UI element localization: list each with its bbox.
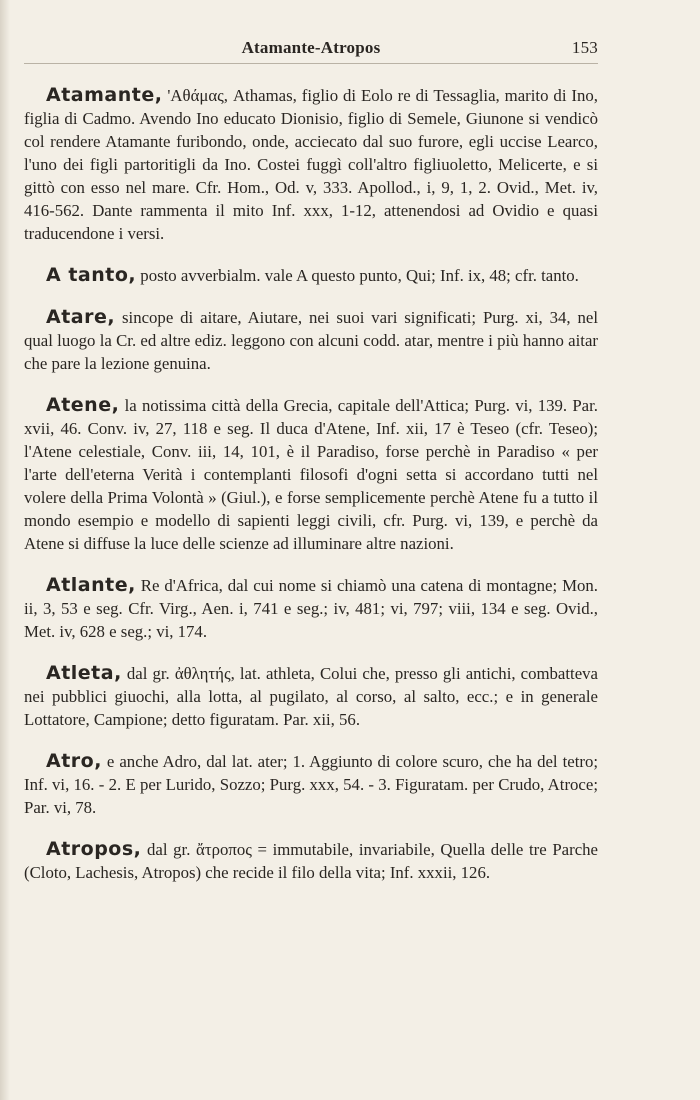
- entry-atropos: [24, 838, 598, 884]
- entry-atro: [24, 750, 598, 819]
- headword: Atlante,: [46, 574, 136, 596]
- headword: Atamante,: [46, 84, 163, 106]
- entry-atamante: [24, 84, 598, 245]
- page-number: 153: [571, 38, 598, 57]
- entry-text: posto avverbialm. vale A questo punto, Qui; Inf. ix, 48; cfr. tanto.: [136, 266, 579, 285]
- entry-atleta: [24, 662, 598, 731]
- entry-a-tanto: [24, 264, 598, 287]
- entry-text: la notissima città della Grecia, capitale dell'Attica; Purg. vi, 139. Par. xvii, 46. Conv. iv, 27, 118 e seg. Il duca d'Atene, Inf. xii, 17 è Teseo (cfr. Teseo); l'Atene celestiale, Conv. iii, 14, 101, è il Paradiso, forse perchè in Paradiso « per l'arte dell'eterna Verità i contemplanti filosofi d'ogni setta si accordano tutti nel volere della Prima Volontà » (Giul.), e forse semplicemente perchè Atene fu a tutto il mondo esempio e modello di sapienti leggi civili, cfr. Purg. vi, 139, e perchè da Atene si diffuse la luce delle scienze ad illuminare altre nazioni.: [24, 396, 598, 553]
- headword: Atene,: [46, 394, 120, 416]
- entry-text: Re d'Africa, dal cui nome si chiamò una catena di montagne; Mon. ii, 3, 53 e seg. Cfr. Virg., Aen. i, 741 e seg.; iv, 481; vi, 797; viii, 134 e seg. Ovid., Met. iv, 628 e seg.; vi, 174.: [24, 576, 598, 641]
- entry-text: sincope di aitare, Aiutare, nei suoi vari significati; Purg. xi, 34, nel qual luogo la Cr. ed altre ediz. leggono con alcuni codd. atar, mentre i più hanno aitar che pare la lezione genuina.: [24, 308, 598, 373]
- headword: Atropos,: [46, 838, 142, 860]
- headword: A tanto,: [46, 264, 137, 286]
- entry-atare: [24, 306, 598, 375]
- running-head-title: Atamante-Atropos: [241, 38, 381, 57]
- headword: Atro,: [46, 750, 102, 772]
- entry-atene: [24, 394, 598, 555]
- entry-text: dal gr. ἀθλητής, lat. athleta, Colui che, presso gli antichi, combatteva nei pubblici giuochi, alla lotta, al pugilato, al corso, al salto, ecc.; e in generale Lottatore, Campione; detto figuratam. Par. xii, 56.: [24, 664, 598, 729]
- entry-atlante: [24, 574, 598, 643]
- headword: Atare,: [46, 306, 116, 328]
- entry-list: [24, 84, 598, 903]
- entry-text: e anche Adro, dal lat. ater; 1. Aggiunto di colore scuro, che ha del tetro; Inf. vi, 16. - 2. E per Lurido, Sozzo; Purg. xxx, 54. - 3. Figuratam. per Crudo, Atroce; Par. vi, 78.: [24, 752, 598, 817]
- headword: Atleta,: [46, 662, 122, 684]
- header-rule: [24, 63, 598, 64]
- entry-text: dal gr. ἄτροπος = immutabile, invariabile, Quella delle tre Parche (Cloto, Lachesis, Atropos) che recide il filo della vita; Inf. xxxii, 126.: [24, 840, 598, 882]
- page-edge-shadow: [0, 0, 10, 1100]
- running-head: [24, 38, 598, 62]
- entry-text: 'Aθάμας, Athamas, figlio di Eolo re di Tessaglia, marito di Ino, figlia di Cadmo. Avendo Ino educato Dionisio, figlio di Semele, Giunone si vendicò col rendere Atamante furibondo, onde, acciecato dal suo furore, egli uccise Learco, l'uno dei figli partoritigli da Ino. Costei fuggì coll'altro figliuoletto, Melicerte, e si gittò con esso nel mare. Cfr. Hom., Od. v, 333. Apollod., i, 9, 1, 2. Ovid., Met. iv, 416-562. Dante rammenta il mito Inf. xxx, 1-12, attenendosi ad Ovidio e quasi traducendone i versi.: [24, 86, 598, 243]
- dictionary-page: [24, 0, 598, 1100]
